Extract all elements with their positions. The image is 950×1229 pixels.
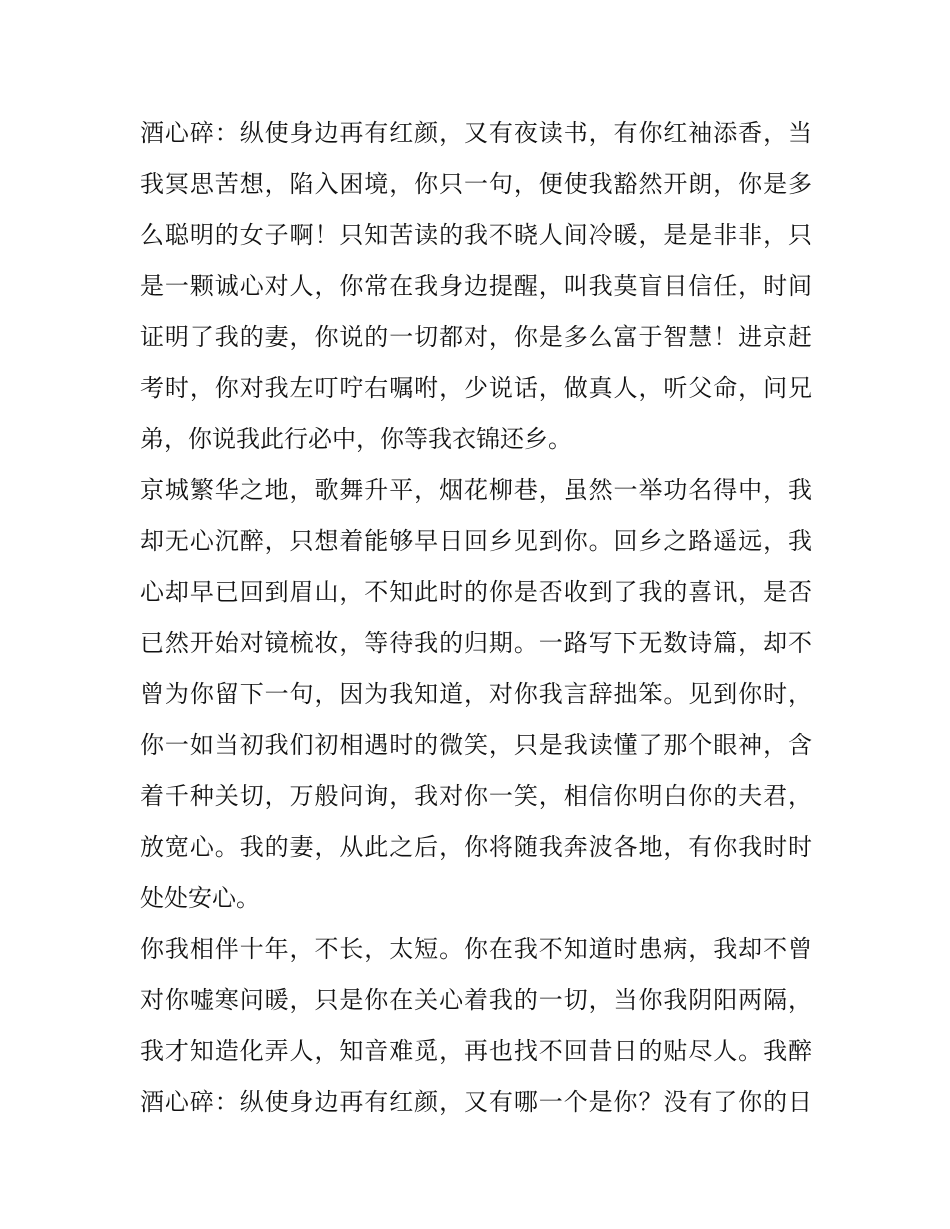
text-line: 你一如当初我们初相遇时的微笑，只是我读懂了那个眼神，含 (140, 731, 812, 759)
document-body (140, 108, 812, 1128)
text-line: 放宽心。我的妻，从此之后，你将随我奔波各地，有你我时时 (140, 833, 812, 861)
text-line: 已然开始对镜梳妆，等待我的归期。一路写下无数诗篇，却不 (140, 629, 812, 657)
text-line: 你我相伴十年，不长，太短。你在我不知道时患病，我却不曾 (140, 935, 812, 963)
text-line: 么聪明的女子啊！只知苦读的我不晓人间冷暖，是是非非，只 (140, 221, 812, 249)
paragraph-2 (140, 465, 812, 924)
text-line: 却无心沉醉，只想着能够早日回乡见到你。回乡之路遥远，我 (140, 527, 812, 555)
text-line: 酒心碎：纵使身边再有红颜，又有夜读书，有你红袖添香，当 (140, 119, 812, 147)
text-line: 曾为你留下一句，因为我知道，对你我言辞拙笨。见到你时， (140, 680, 812, 708)
paragraph-1 (140, 108, 812, 465)
text-line: 着千种关切，万般问询，我对你一笑，相信你明白你的夫君， (140, 782, 812, 810)
text-line: 我才知造化弄人，知音难觅，再也找不回昔日的贴尽人。我醉 (140, 1037, 812, 1065)
text-line: 考时，你对我左叮咛右嘱咐，少说话，做真人，听父命，问兄 (140, 374, 812, 402)
text-line: 证明了我的妻，你说的一切都对，你是多么富于智慧！进京赶 (140, 323, 812, 351)
text-line: 处处安心。 (140, 884, 260, 912)
text-line: 心却早已回到眉山，不知此时的你是否收到了我的喜讯，是否 (140, 578, 812, 606)
text-line: 京城繁华之地，歌舞升平，烟花柳巷，虽然一举功名得中，我 (140, 476, 812, 504)
text-line: 酒心碎：纵使身边再有红颜，又有哪一个是你？没有了你的日 (140, 1088, 812, 1116)
text-line: 是一颗诚心对人，你常在我身边提醒，叫我莫盲目信任，时间 (140, 272, 812, 300)
text-line: 我冥思苦想，陷入困境，你只一句，便使我豁然开朗，你是多 (140, 170, 812, 198)
paragraph-3 (140, 924, 812, 1128)
text-line: 弟，你说我此行必中，你等我衣锦还乡。 (140, 425, 572, 453)
text-line: 对你嘘寒问暖，只是你在关心着我的一切，当你我阴阳两隔， (140, 986, 812, 1014)
